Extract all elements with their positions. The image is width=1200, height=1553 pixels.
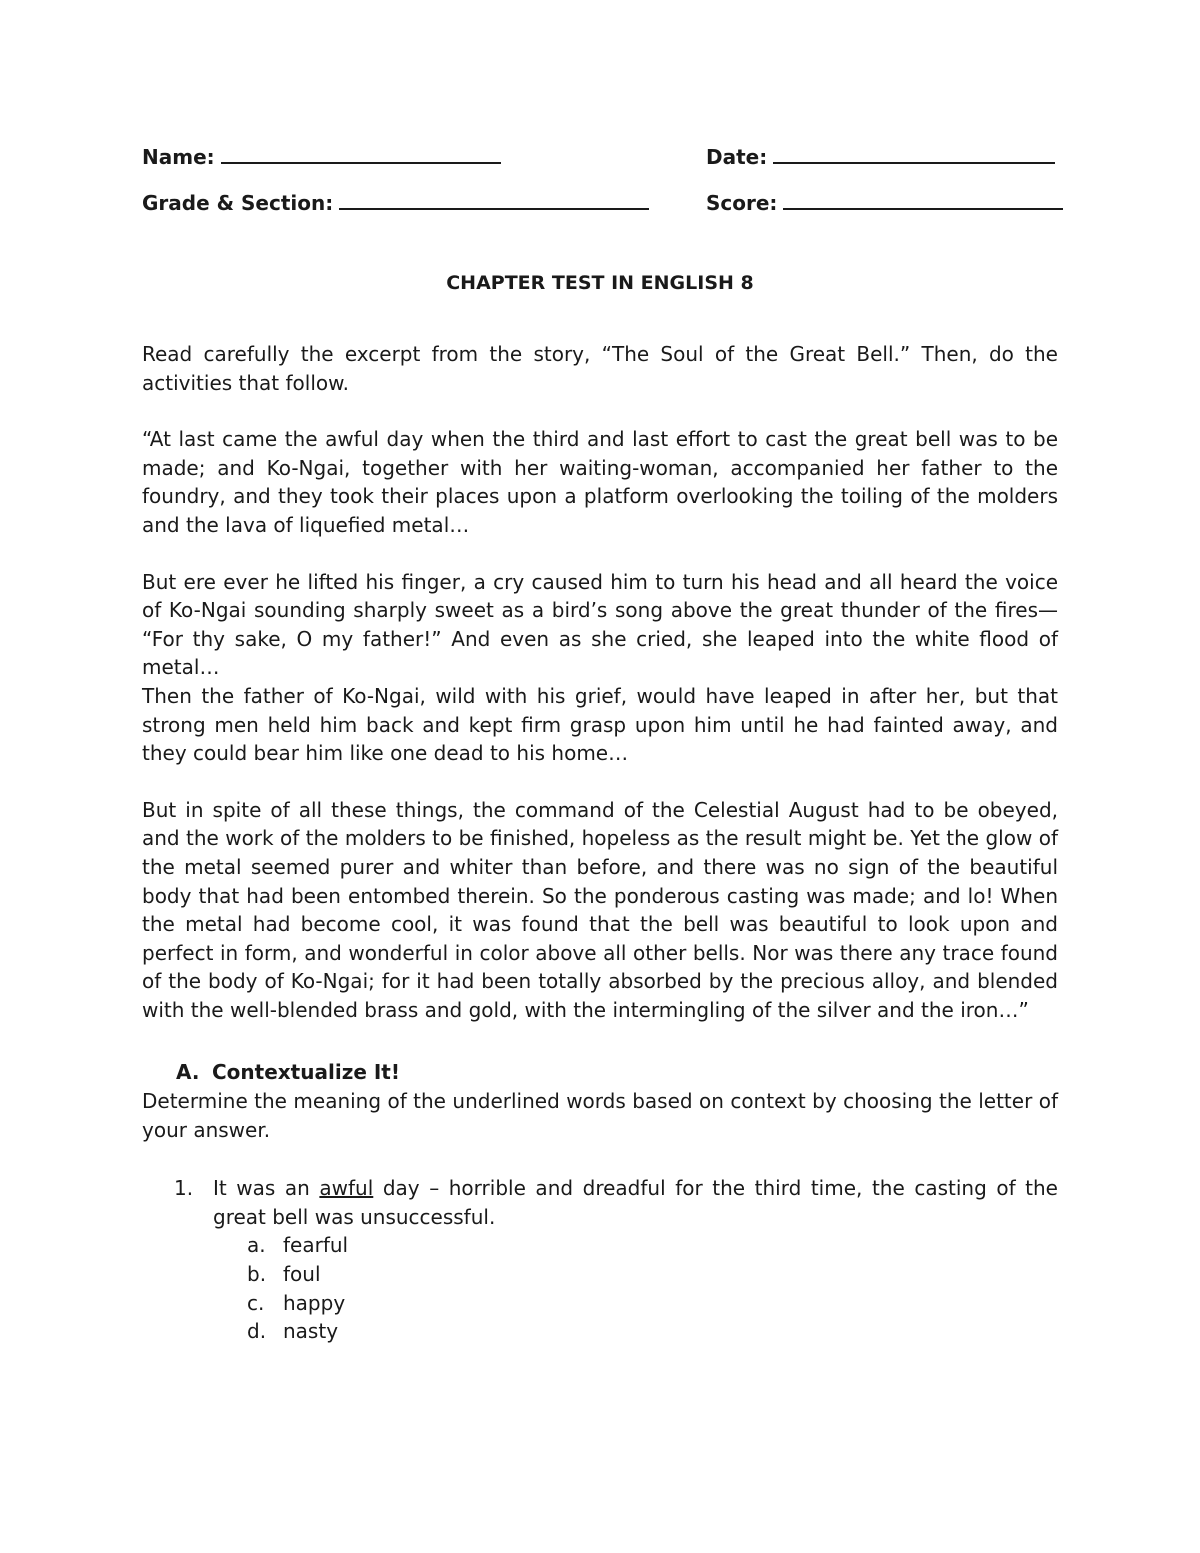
excerpt-paragraph-4: But in spite of all these things, the command of the Celestial August had to be obeyed, and the work of the molders to be finished, hopeless as the result might be. Yet the glow of the metal seemed purer and whiter than before, and there was no sign of the beautiful body that had been entombed therein. So the ponderous casting was made; and lo! When the metal had become cool, it was found that the bell was beautiful to look upon and perfect in form, and wonderful in color above all other bells. Nor was there any trace found of the body of Ko-Ngai; for it had been totally absorbed by the precious alloy, and blended with the well-blended brass and gold, with the intermingling of the silver and the iron…” [142,797,1058,1022]
date-field[interactable] [706,140,1055,172]
question-1-text-before: It was an [213,1176,320,1201]
question-1-underlined-word: awful [319,1176,374,1201]
grade-section-field[interactable] [142,186,649,218]
name-blank-line[interactable] [221,140,501,164]
header-row-1 [142,140,1058,170]
score-label: Score: [706,191,778,215]
section-a-heading [142,1058,1058,1087]
section-a-title: Contextualize It! [212,1060,400,1085]
header-row-2 [142,186,1058,216]
grade-section-label: Grade & Section: [142,191,334,215]
choice-d-letter: d. [247,1319,267,1344]
question-1-choices [142,1231,1058,1345]
choice-a-letter: a. [247,1233,266,1258]
choice-b-text: foul [283,1262,321,1287]
choice-a[interactable] [247,1231,1058,1260]
choice-d-text: nasty [283,1319,339,1344]
choice-c-letter: c. [247,1290,265,1315]
section-a-instructions: Determine the meaning of the underlined words based on context by choosing the letter of your answer. [142,1089,1058,1142]
choice-c-text: happy [283,1290,346,1315]
score-field[interactable] [706,186,1063,218]
date-blank-line[interactable] [773,140,1055,164]
name-field[interactable] [142,140,501,172]
question-1-text-after: day – horrible and dreadful for the third time, the casting of the great bell was unsuccessful. [213,1176,1058,1229]
excerpt-paragraph-1: “At last came the awful day when the third and last effort to cast the great bell was to be made; and Ko-Ngai, together with her waiting-woman, accompanied her father to the foundry, and they took their places upon a platform overlooking the toiling of the molders and the lava of liquefied metal… [142,427,1058,537]
question-1-number: 1. [174,1176,194,1201]
choice-d[interactable] [247,1317,1058,1346]
section-a-letter: A. [176,1060,200,1085]
test-page [142,140,1058,1346]
excerpt-paragraph-3: Then the father of Ko-Ngai, wild with his grief, would have leaped in after her, but that strong men held him back and kept firm grasp upon him until he had fainted away, and they could bear him like one dead to his home… [142,683,1058,766]
intro-instructions: Read carefully the excerpt from the story, “The Soul of the Great Bell.” Then, do the activities that follow. [142,342,1058,395]
name-label: Name: [142,145,215,169]
page-title: CHAPTER TEST IN ENGLISH 8 [446,272,754,294]
excerpt-paragraph-2: But ere ever he lifted his finger, a cry caused him to turn his head and all heard the voice of Ko-Ngai sounding sharply sweet as a bird’s song above the great thunder of the fires— “For thy sake, O my father!” And even as she cried, she leaped into the white flood of metal… [142,569,1058,680]
date-label: Date: [706,145,768,169]
choice-a-text: fearful [283,1233,349,1258]
choice-b[interactable] [247,1260,1058,1289]
choice-c[interactable] [247,1289,1058,1318]
grade-section-blank-line[interactable] [339,186,649,210]
question-1 [142,1174,1058,1231]
score-blank-line[interactable] [783,186,1063,210]
choice-b-letter: b. [247,1262,267,1287]
